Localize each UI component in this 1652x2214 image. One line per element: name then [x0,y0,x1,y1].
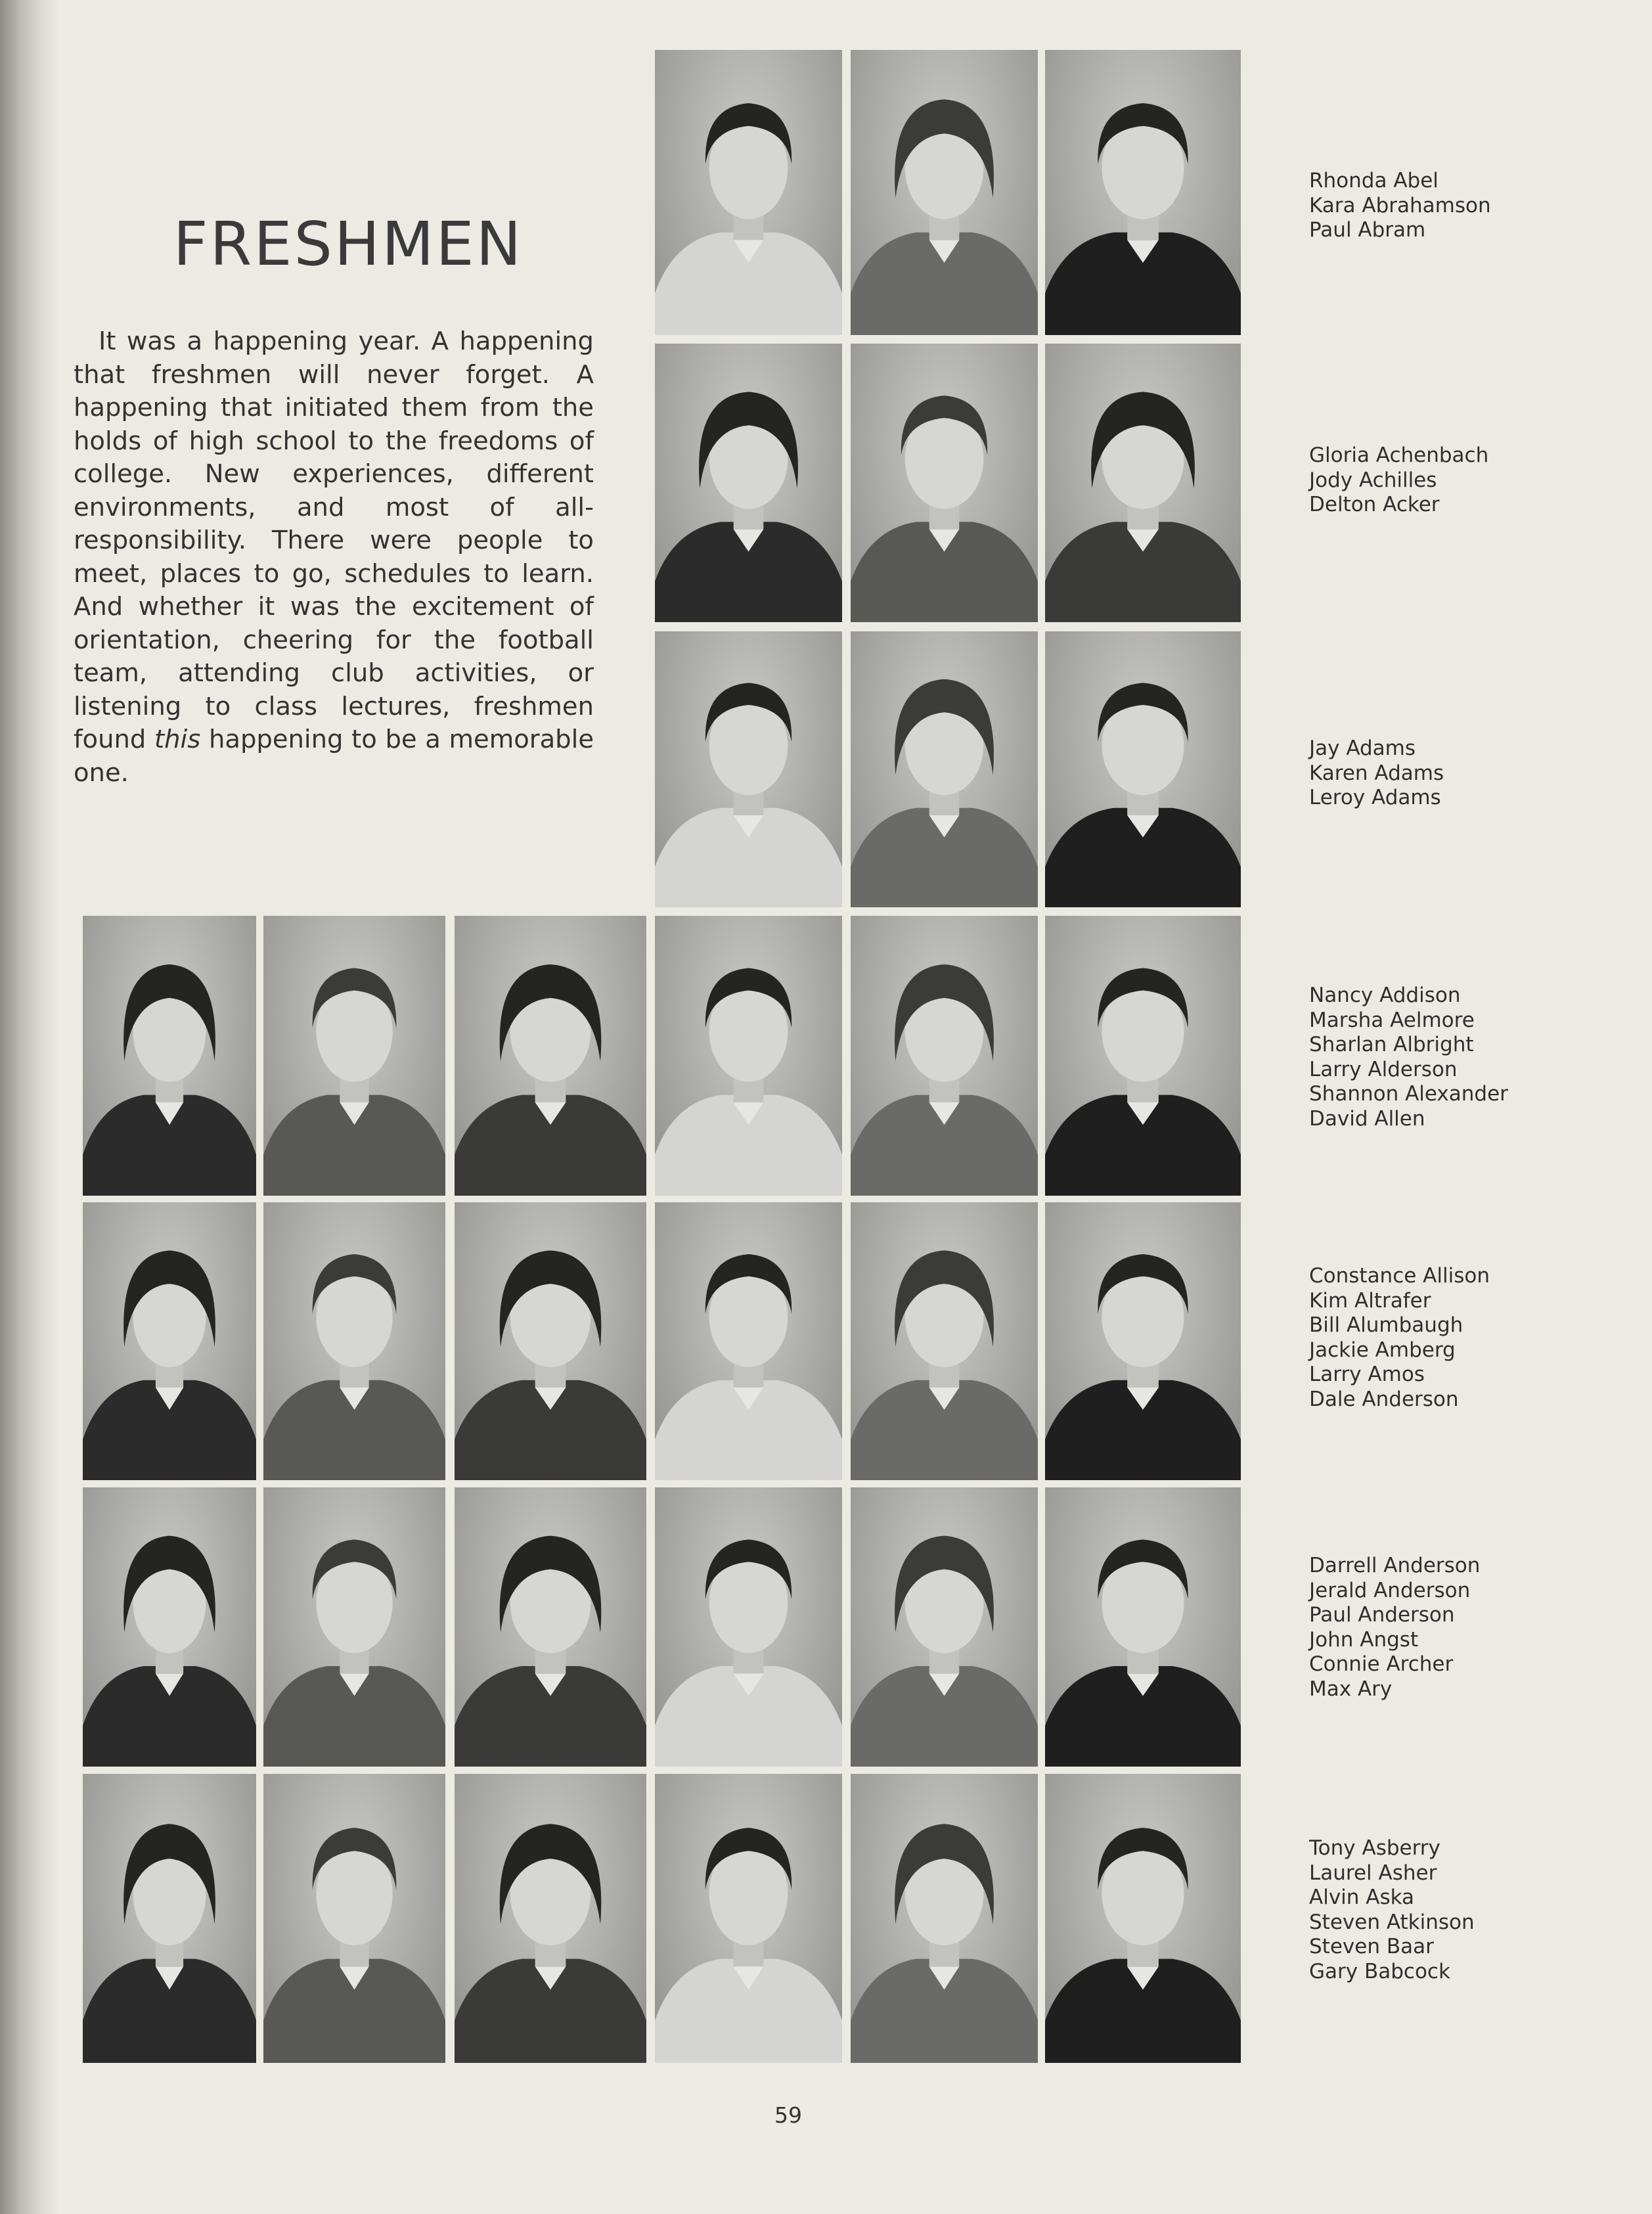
portrait-silhouette [1045,916,1241,1196]
student-name: Steven Atkinson [1309,1910,1475,1934]
student-name: Karen Adams [1309,761,1444,785]
student-name: Larry Amos [1309,1363,1425,1386]
student-name: Constance Allison [1309,1264,1490,1288]
portrait-silhouette [851,1774,1038,2063]
student-name-list [1309,1836,1624,1984]
student-portrait [851,50,1038,335]
student-name: Nancy Addison [1309,983,1461,1007]
portrait-silhouette [83,1202,256,1480]
portrait-silhouette [263,1774,445,2063]
portrait-silhouette [851,1202,1038,1480]
portrait-silhouette [655,344,842,622]
student-name-list [1309,983,1624,1131]
student-name: Darrell Anderson [1309,1554,1481,1577]
student-portrait [655,631,842,907]
student-portrait [1045,50,1241,335]
portrait-silhouette [455,916,646,1196]
student-name: Gloria Achenbach [1309,443,1489,467]
portrait-silhouette [655,1774,842,2063]
student-portrait [83,1202,256,1480]
portrait-silhouette [455,1774,646,2063]
student-name: Paul Abram [1309,218,1426,242]
student-portrait [455,1202,646,1480]
student-portrait [455,1487,646,1767]
student-name: Jerald Anderson [1309,1578,1471,1602]
student-portrait [83,1774,256,2063]
student-name: Tony Asberry [1309,1836,1440,1860]
student-name: Steven Baar [1309,1935,1434,1958]
student-portrait [851,344,1038,622]
student-name: Jody Achilles [1309,468,1437,492]
portrait-silhouette [1045,1774,1241,2063]
student-portrait [655,1487,842,1767]
portrait-silhouette [655,1202,842,1480]
student-name: Connie Archer [1309,1652,1454,1676]
portrait-silhouette [1045,631,1241,907]
student-portrait [1045,916,1241,1196]
portrait-silhouette [851,50,1038,335]
student-name: Laurel Asher [1309,1861,1437,1885]
student-portrait [655,1774,842,2063]
student-name: Rhonda Abel [1309,169,1439,192]
intro-text-start: It was a happening year. A happening that freshmen will never forget. A happening that initiated them from the holds of high school to the freedoms of college. New experiences, different environments, and most of all-responsibility. There were people to meet, places to go, schedules to learn. And whether it was the excitement of orientation, cheering for the football team, attending club activities, or listening to class lectures, freshmen found [74,327,594,754]
portrait-silhouette [655,50,842,335]
student-name: Jay Adams [1309,736,1416,760]
portrait-silhouette [263,1487,445,1767]
student-name: Sharlan Albright [1309,1033,1474,1056]
student-portrait [263,1487,445,1767]
student-portrait [851,1487,1038,1767]
student-portrait [83,916,256,1196]
student-name: Kara Abrahamson [1309,193,1491,217]
student-name-list [1309,169,1624,243]
student-name: Gary Babcock [1309,1959,1450,1983]
student-portrait [455,916,646,1196]
portrait-silhouette [83,1774,256,2063]
student-name: Max Ary [1309,1677,1393,1701]
student-portrait [263,1774,445,2063]
portrait-silhouette [263,1202,445,1480]
student-name: David Allen [1309,1106,1425,1131]
portrait-silhouette [83,916,256,1196]
portrait-silhouette [83,1487,256,1767]
portrait-silhouette [1045,50,1241,335]
student-name-list [1309,443,1624,518]
student-name-list [1309,1264,1624,1412]
student-portrait [263,916,445,1196]
student-portrait [851,631,1038,907]
portrait-silhouette [851,1487,1038,1767]
portrait-silhouette [851,344,1038,622]
student-portrait [655,50,842,335]
student-name: Marsha Aelmore [1309,1008,1475,1032]
student-portrait [83,1487,256,1767]
student-portrait [851,1774,1038,2063]
page-title: FRESHMEN [173,209,524,279]
student-name: Larry Alderson [1309,1057,1458,1081]
student-portrait [1045,1487,1241,1767]
student-name: Kim Altrafer [1309,1288,1431,1313]
portrait-silhouette [655,1487,842,1767]
student-portrait [455,1774,646,2063]
student-portrait [1045,1774,1241,2063]
student-name: Paul Anderson [1309,1603,1455,1627]
intro-text-end: happening to be a memorable one. [74,725,594,788]
student-name-list [1309,736,1624,811]
student-portrait [655,344,842,622]
portrait-silhouette [851,916,1038,1196]
portrait-silhouette [655,631,842,907]
portrait-silhouette [1045,344,1241,622]
student-name: Leroy Adams [1309,786,1441,809]
portrait-silhouette [1045,1487,1241,1767]
student-name: Delton Acker [1309,493,1440,516]
student-portrait [851,1202,1038,1480]
student-name: Shannon Alexander [1309,1082,1508,1106]
student-portrait [655,916,842,1196]
page-binding-shadow [0,0,59,2214]
portrait-silhouette [1045,1202,1241,1480]
student-portrait [1045,631,1241,907]
portrait-silhouette [455,1487,646,1767]
student-name: Alvin Aska [1309,1886,1415,1909]
portrait-silhouette [455,1202,646,1480]
portrait-silhouette [851,631,1038,907]
page-number: 59 [774,2102,802,2128]
student-name: Dale Anderson [1309,1387,1459,1411]
student-portrait [1045,344,1241,622]
student-portrait [1045,1202,1241,1480]
student-portrait [851,916,1038,1196]
intro-emphasis: this [154,725,201,754]
student-name: Bill Alumbaugh [1309,1313,1463,1337]
student-name-list [1309,1554,1624,1702]
student-portrait [263,1202,445,1480]
portrait-silhouette [263,916,445,1196]
intro-paragraph [74,325,594,790]
portrait-silhouette [655,916,842,1196]
student-name: John Angst [1309,1627,1419,1652]
student-name: Jackie Amberg [1309,1338,1456,1362]
student-portrait [655,1202,842,1480]
